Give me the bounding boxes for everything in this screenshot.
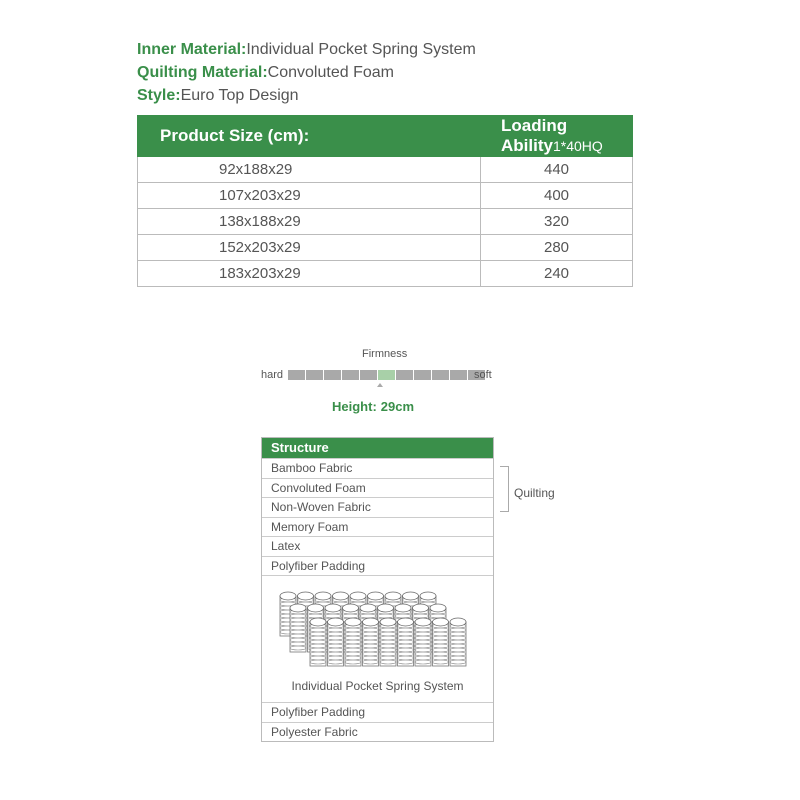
pocket-spring-illustration — [278, 590, 478, 675]
style-line — [137, 84, 476, 107]
header-loading-ability — [481, 116, 633, 157]
spring-coil-icon — [310, 618, 326, 666]
spring-coil-icon — [433, 618, 449, 666]
layer-row: Latex — [262, 536, 493, 556]
firmness-segment — [324, 370, 341, 380]
inner-material-key: Inner Material: — [137, 41, 247, 58]
firmness-segment — [450, 370, 467, 380]
quilting-bracket — [500, 466, 509, 512]
layer-row: Memory Foam — [262, 517, 493, 537]
size-cell: 138x188x29 — [138, 209, 481, 235]
height-line — [332, 399, 414, 414]
size-cell: 107x203x29 — [138, 183, 481, 209]
layer-row: Polyester Fabric — [262, 722, 493, 742]
header-loading-unit: 1*40HQ — [552, 138, 603, 154]
spring-coil-icon — [450, 618, 466, 666]
firmness-segment — [288, 370, 305, 380]
height-value: 29cm — [380, 399, 415, 414]
spring-system-section — [262, 575, 493, 702]
firmness-segment-selected — [378, 370, 395, 380]
table-row — [138, 209, 633, 235]
spring-coil-icon — [398, 618, 414, 666]
spring-coil-icon — [415, 618, 431, 666]
layer-row: Non-Woven Fabric — [262, 497, 493, 517]
size-cell: 92x188x29 — [138, 157, 481, 183]
firmness-hard-label: hard — [261, 369, 284, 381]
structure-table — [261, 437, 494, 742]
loading-cell: 440 — [481, 157, 633, 183]
firmness-segment — [396, 370, 413, 380]
specs — [137, 38, 476, 107]
quilting-material-key: Quilting Material: — [137, 64, 268, 81]
spring-coil-icon — [363, 618, 379, 666]
firmness-scale — [288, 370, 485, 380]
height-label: Height: — [332, 399, 377, 414]
loading-cell: 320 — [481, 209, 633, 235]
spring-coil-icon — [345, 618, 361, 666]
quilting-material-value: Convoluted Foam — [267, 64, 394, 81]
firmness-soft-label: soft — [474, 369, 492, 381]
firmness-marker-icon — [377, 383, 383, 387]
loading-cell: 240 — [481, 261, 633, 287]
firmness-segment — [360, 370, 377, 380]
spring-coil-icon — [328, 618, 344, 666]
structure-title: Structure — [262, 438, 493, 458]
table-row — [138, 157, 633, 183]
layer-row: Polyfiber Padding — [262, 556, 493, 576]
layer-row: Bamboo Fabric — [262, 458, 493, 478]
style-key: Style: — [137, 87, 181, 104]
header-product-size: Product Size (cm): — [138, 116, 481, 157]
loading-cell: 400 — [481, 183, 633, 209]
size-table-header — [138, 116, 633, 157]
size-cell: 183x203x29 — [138, 261, 481, 287]
spring-system-label: Individual Pocket Spring System — [291, 679, 464, 693]
spring-coil-icon — [290, 604, 306, 652]
table-row — [138, 261, 633, 287]
firmness-segment — [342, 370, 359, 380]
firmness-title: Firmness — [362, 348, 408, 360]
quilting-material-line — [137, 61, 476, 84]
loading-cell: 280 — [481, 235, 633, 261]
firmness-segment — [414, 370, 431, 380]
firmness-segment — [306, 370, 323, 380]
table-row — [138, 235, 633, 261]
size-table — [137, 115, 633, 287]
style-value: Euro Top Design — [180, 87, 299, 104]
firmness-segment — [432, 370, 449, 380]
inner-material-value: Individual Pocket Spring System — [246, 41, 476, 58]
header-loading-label: Loading Ability — [501, 116, 568, 155]
quilting-label: Quilting — [514, 486, 555, 500]
size-cell: 152x203x29 — [138, 235, 481, 261]
table-row — [138, 183, 633, 209]
layer-row: Convoluted Foam — [262, 478, 493, 498]
spring-coil-icon — [380, 618, 396, 666]
layer-row: Polyfiber Padding — [262, 702, 493, 722]
inner-material-line — [137, 38, 476, 61]
